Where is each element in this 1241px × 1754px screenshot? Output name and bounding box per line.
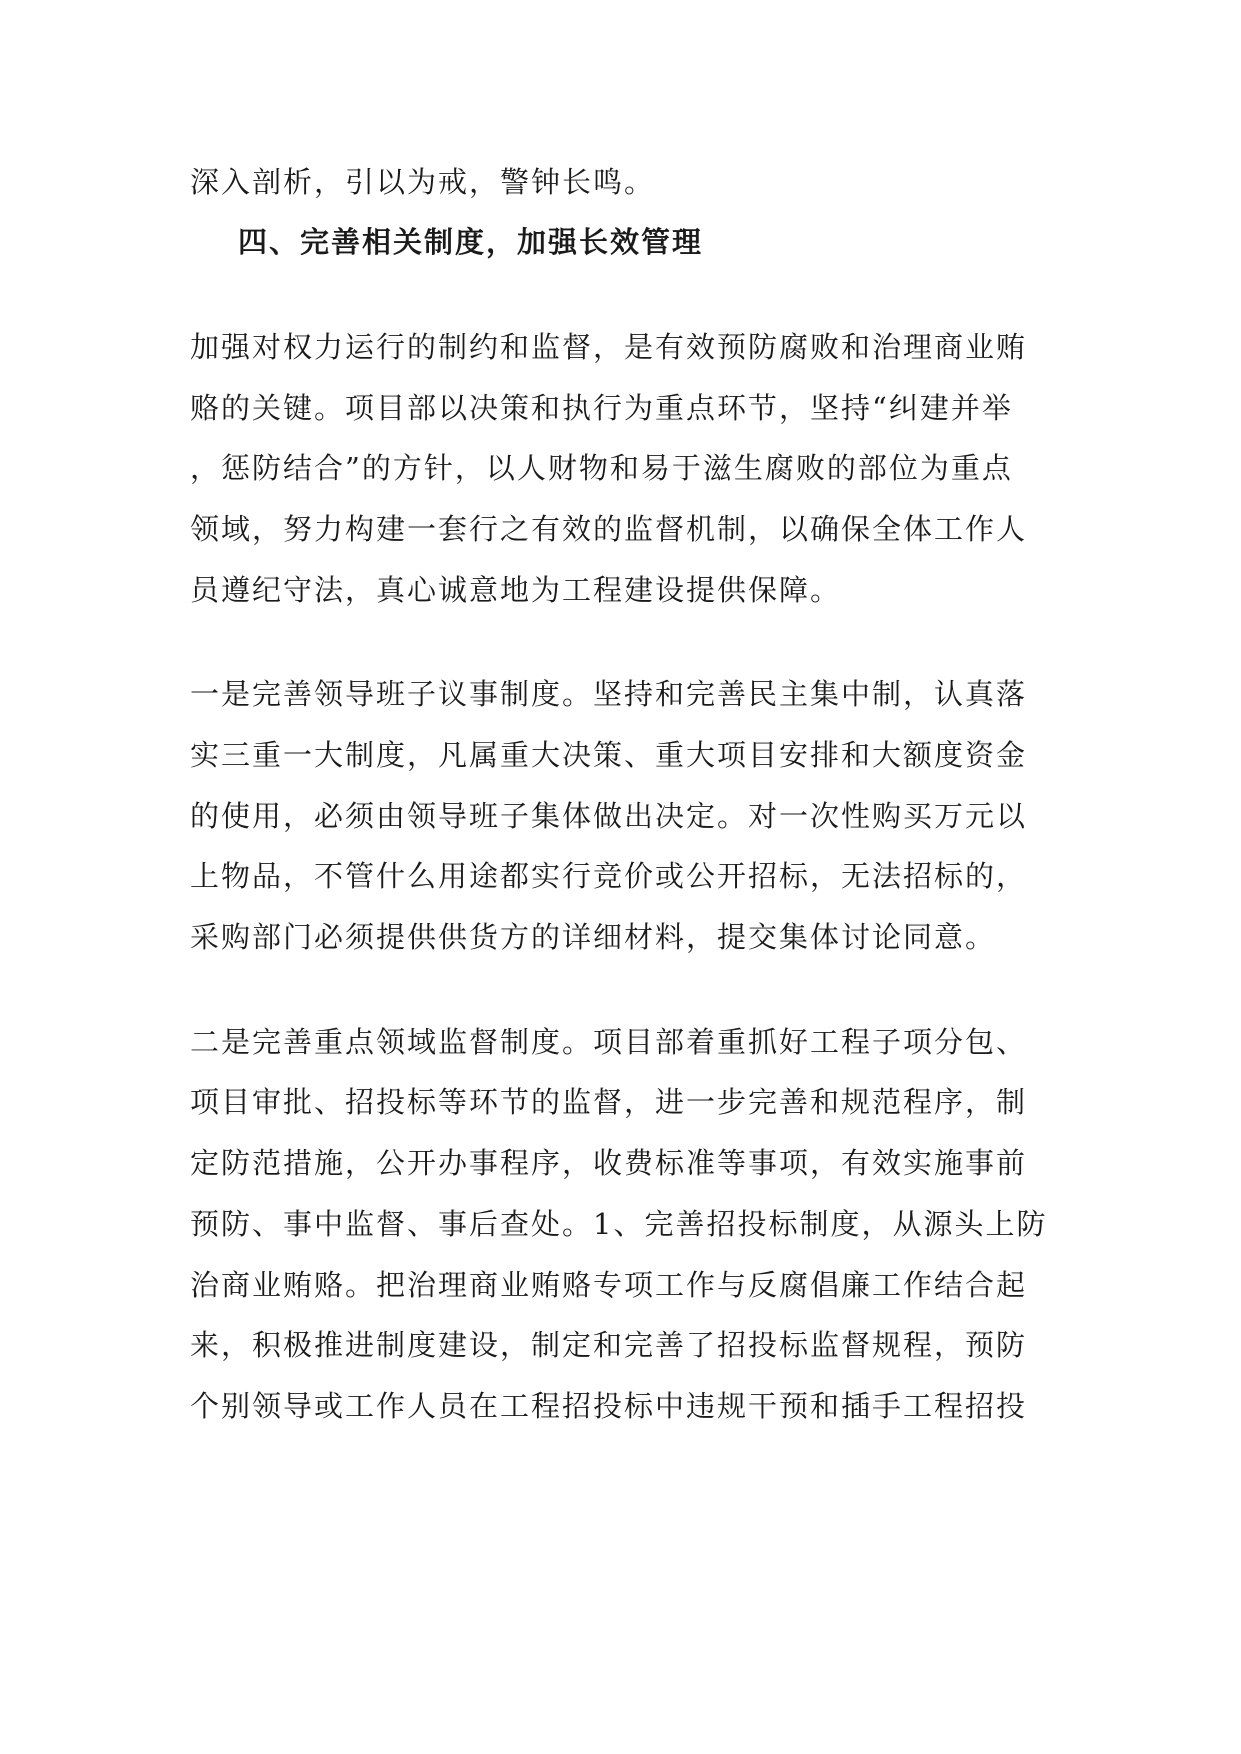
- paragraph-line: 一是完善领导班子议事制度。坚持和完善民主集中制，认真落: [190, 677, 1028, 711]
- paragraph-line: 来，积极推进制度建设，制定和完善了招投标监督规程，预防: [190, 1328, 1028, 1362]
- paragraph-line: 治商业贿赂。把治理商业贿赂专项工作与反腐倡廉工作结合起: [190, 1268, 1028, 1302]
- paragraph-line: 定防范措施，公开办事程序，收费标准等事项，有效实施事前: [190, 1146, 1028, 1180]
- paragraph-line: ，惩防结合”的方针，以人财物和易于滋生腐败的部位为重点: [190, 451, 1013, 485]
- paragraph-line: 预防、事中监督、事后查处。1、完善招投标制度，从源头上防: [190, 1207, 1048, 1241]
- paragraph-line: 深入剖析，引以为戒，警钟长鸣。: [190, 165, 656, 199]
- paragraph-line: 员遵纪守法，真心诚意地为工程建设提供保障。: [190, 573, 842, 607]
- paragraph-line: 采购部门必须提供供货方的详细材料，提交集体讨论同意。: [190, 920, 997, 954]
- paragraph-line: 个别领导或工作人员在工程招投标中违规干预和插手工程招投: [190, 1389, 1028, 1423]
- paragraph-line: 的使用，必须由领导班子集体做出决定。对一次性购买万元以: [190, 799, 1028, 833]
- paragraph-line: 上物品，不管什么用途都实行竞价或公开招标，无法招标的，: [190, 859, 1028, 893]
- paragraph-line: 项目审批、招投标等环节的监督，进一步完善和规范程序，制: [190, 1085, 1028, 1119]
- section-heading: 四、完善相关制度，加强长效管理: [238, 225, 704, 259]
- paragraph-line: 加强对权力运行的制约和监督，是有效预防腐败和治理商业贿: [190, 330, 1028, 364]
- paragraph-line: 领域，努力构建一套行之有效的监督机制，以确保全体工作人: [190, 512, 1028, 546]
- paragraph-line: 二是完善重点领域监督制度。项目部着重抓好工程子项分包、: [190, 1025, 1028, 1059]
- paragraph-line: 赂的关键。项目部以决策和执行为重点环节，坚持“纠建并举: [190, 391, 1013, 425]
- paragraph-line: 实三重一大制度，凡属重大决策、重大项目安排和大额度资金: [190, 738, 1028, 772]
